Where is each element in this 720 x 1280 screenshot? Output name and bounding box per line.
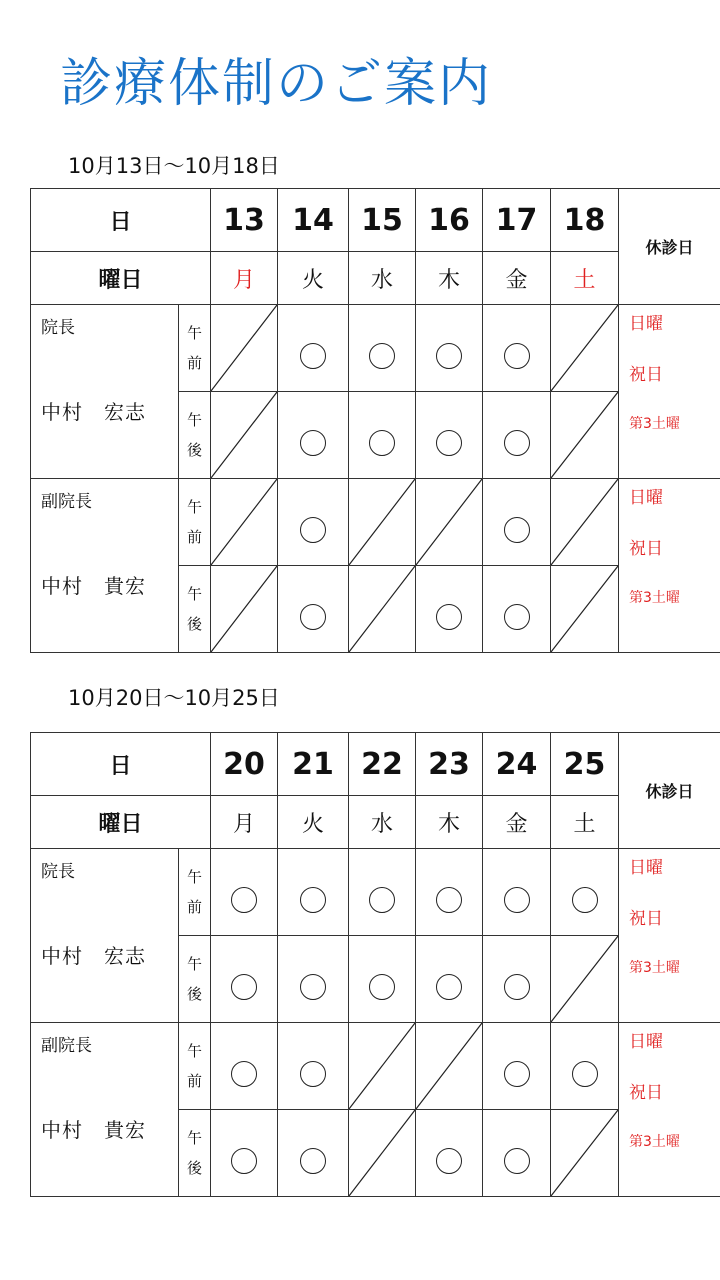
closed-slot-cell [551,479,619,566]
slash-line [551,305,618,391]
doctor-cell [31,1023,179,1197]
open-slot-cell [483,1110,551,1197]
closed-slash-mark [551,305,618,391]
day-label: 日 [31,733,211,796]
closed-third-saturday: 第3土曜 [629,960,680,976]
day-number: 24 [483,733,551,796]
open-circle-mark [231,1061,257,1087]
slash-line [211,305,277,391]
closed-slash-mark [416,1023,482,1109]
weekday-cell: 金 [483,796,551,849]
period-am [179,1023,211,1110]
closed-slash-mark [211,305,277,391]
period-char: 午 [187,498,203,516]
weekday-cell: 土 [551,252,619,305]
period-char: 午 [187,585,203,603]
closed-days-cell [619,1023,720,1197]
closed-slot-cell [416,1023,483,1110]
open-slot-cell [416,392,483,479]
period-am [179,305,211,392]
page-title: 診療体制のご案内 [60,54,493,114]
open-circle-mark [231,974,257,1000]
doctor-name: 中村 貴宏 [41,574,146,598]
closed-slash-mark [551,1110,618,1196]
period-char: 午 [187,411,203,429]
doctor-1-am-row [31,849,720,936]
slash-line [551,392,618,478]
period-char: 後 [187,1159,203,1177]
period-char: 午 [187,1042,203,1060]
weekday-cell: 水 [349,252,416,305]
closed-slash-mark [551,566,618,652]
week-1-schedule-table [30,188,720,653]
weekday-cell: 木 [416,252,483,305]
open-slot-cell [278,936,349,1023]
day-number: 15 [349,189,416,252]
closed-holiday: 祝日 [629,909,664,929]
period-am [179,849,211,936]
day-number: 21 [278,733,349,796]
day-number: 20 [211,733,278,796]
open-slot-cell [483,936,551,1023]
slash-line [211,392,277,478]
open-slot-cell [211,1110,278,1197]
closed-holiday: 祝日 [629,539,664,559]
open-slot-cell [416,305,483,392]
open-circle-mark [436,343,462,369]
open-circle-mark [436,974,462,1000]
week-2-range: 10月20日～10月25日 [68,686,280,710]
closed-days-cell [619,305,720,479]
open-slot-cell [483,392,551,479]
period-char: 後 [187,441,203,459]
closed-days-header: 休診日 [619,189,720,305]
closed-slot-cell [349,566,416,653]
open-circle-mark [231,1148,257,1174]
slash-line [551,479,618,565]
open-slot-cell [211,936,278,1023]
closed-slot-cell [349,479,416,566]
open-circle-mark [504,343,530,369]
day-number-row [31,733,720,796]
open-circle-mark [300,887,326,913]
period-char: 午 [187,324,203,342]
open-circle-mark [369,974,395,1000]
period-char: 後 [187,985,203,1003]
slash-line [551,566,618,652]
closed-sunday: 日曜 [629,314,664,334]
doctor-2-am-row [31,479,720,566]
open-circle-mark [300,974,326,1000]
closed-slot-cell [551,392,619,479]
day-number: 22 [349,733,416,796]
open-slot-cell [278,392,349,479]
slash-line [349,566,415,652]
closed-slot-cell [211,392,278,479]
doctor-role: 院長 [41,318,75,338]
open-circle-mark [504,604,530,630]
closed-slot-cell [551,305,619,392]
day-number: 25 [551,733,619,796]
closed-slot-cell [551,1110,619,1197]
open-slot-cell [349,305,416,392]
open-circle-mark [300,430,326,456]
open-slot-cell [349,849,416,936]
open-circle-mark [300,604,326,630]
period-char: 午 [187,868,203,886]
closed-slash-mark [211,566,277,652]
open-circle-mark [369,343,395,369]
closed-slash-mark [416,479,482,565]
open-slot-cell [416,566,483,653]
day-number: 23 [416,733,483,796]
doctor-cell [31,849,179,1023]
closed-third-saturday: 第3土曜 [629,590,680,606]
doctor-cell [31,479,179,653]
closed-slot-cell [551,566,619,653]
open-slot-cell [483,479,551,566]
weekday-cell: 月 [211,796,278,849]
slash-line [349,479,415,565]
open-slot-cell [278,1023,349,1110]
doctor-role: 副院長 [41,1036,92,1056]
day-number: 13 [211,189,278,252]
closed-sunday: 日曜 [629,1032,664,1052]
closed-slash-mark [211,392,277,478]
open-circle-mark [369,430,395,456]
open-slot-cell [483,305,551,392]
closed-slash-mark [551,936,618,1022]
period-pm [179,936,211,1023]
closed-third-saturday: 第3土曜 [629,416,680,432]
open-slot-cell [416,936,483,1023]
open-circle-mark [504,887,530,913]
open-circle-mark [436,1148,462,1174]
doctor-role: 院長 [41,862,75,882]
open-slot-cell [211,849,278,936]
doctor-name: 中村 宏志 [41,400,146,424]
week-2-schedule-table [30,732,720,1197]
weekday-label: 曜日 [31,796,211,849]
closed-slash-mark [551,479,618,565]
slash-line [551,1110,618,1196]
open-circle-mark [572,1061,598,1087]
weekday-cell: 火 [278,252,349,305]
doctor-1-am-row [31,305,720,392]
weekday-row [31,252,720,305]
open-circle-mark [300,1061,326,1087]
period-char: 午 [187,955,203,973]
open-circle-mark [504,430,530,456]
closed-slash-mark [349,566,415,652]
day-number-row [31,189,720,252]
period-pm [179,566,211,653]
open-slot-cell [349,392,416,479]
period-char: 前 [187,898,203,916]
weekday-cell: 水 [349,796,416,849]
doctor-name: 中村 貴宏 [41,1118,146,1142]
open-slot-cell [483,1023,551,1110]
open-slot-cell [551,849,619,936]
slash-line [416,479,482,565]
day-number: 18 [551,189,619,252]
period-pm [179,1110,211,1197]
closed-slash-mark [551,392,618,478]
open-slot-cell [278,1110,349,1197]
closed-third-saturday: 第3土曜 [629,1134,680,1150]
doctor-cell [31,305,179,479]
slash-line [416,1023,482,1109]
week-1-range: 10月13日～10月18日 [68,154,280,178]
slash-line [211,566,277,652]
open-slot-cell [551,1023,619,1110]
open-slot-cell [483,566,551,653]
open-circle-mark [504,517,530,543]
closed-slot-cell [211,479,278,566]
period-char: 後 [187,615,203,633]
open-slot-cell [211,1023,278,1110]
closed-holiday: 祝日 [629,365,664,385]
slash-line [211,479,277,565]
open-circle-mark [300,1148,326,1174]
doctor-2-am-row [31,1023,720,1110]
weekday-cell: 火 [278,796,349,849]
closed-days-cell [619,849,720,1023]
closed-slot-cell [349,1110,416,1197]
open-slot-cell [416,1110,483,1197]
open-slot-cell [278,479,349,566]
closed-slot-cell [211,566,278,653]
open-circle-mark [436,604,462,630]
open-circle-mark [504,974,530,1000]
closed-slot-cell [211,305,278,392]
period-am [179,479,211,566]
day-label: 日 [31,189,211,252]
slash-line [349,1110,415,1196]
weekday-cell: 月 [211,252,278,305]
doctor-name: 中村 宏志 [41,944,146,968]
closed-slash-mark [349,1110,415,1196]
doctor-role: 副院長 [41,492,92,512]
open-circle-mark [436,887,462,913]
weekday-cell: 木 [416,796,483,849]
day-number: 17 [483,189,551,252]
closed-days-cell [619,479,720,653]
closed-sunday: 日曜 [629,488,664,508]
closed-slash-mark [349,1023,415,1109]
closed-slot-cell [416,479,483,566]
open-circle-mark [504,1061,530,1087]
open-circle-mark [436,430,462,456]
period-char: 前 [187,354,203,372]
open-slot-cell [278,566,349,653]
closed-sunday: 日曜 [629,858,664,878]
open-circle-mark [300,343,326,369]
weekday-row [31,796,720,849]
open-circle-mark [231,887,257,913]
slash-line [551,936,618,1022]
open-slot-cell [483,849,551,936]
open-circle-mark [300,517,326,543]
open-circle-mark [572,887,598,913]
slash-line [349,1023,415,1109]
open-circle-mark [504,1148,530,1174]
open-slot-cell [416,849,483,936]
closed-holiday: 祝日 [629,1083,664,1103]
open-slot-cell [349,936,416,1023]
closed-days-header: 休診日 [619,733,720,849]
period-char: 午 [187,1129,203,1147]
open-slot-cell [278,305,349,392]
closed-slot-cell [551,936,619,1023]
open-slot-cell [278,849,349,936]
weekday-cell: 土 [551,796,619,849]
weekday-label: 曜日 [31,252,211,305]
closed-slot-cell [349,1023,416,1110]
weekday-cell: 金 [483,252,551,305]
period-char: 前 [187,528,203,546]
period-char: 前 [187,1072,203,1090]
closed-slash-mark [211,479,277,565]
day-number: 16 [416,189,483,252]
closed-slash-mark [349,479,415,565]
open-circle-mark [369,887,395,913]
day-number: 14 [278,189,349,252]
period-pm [179,392,211,479]
